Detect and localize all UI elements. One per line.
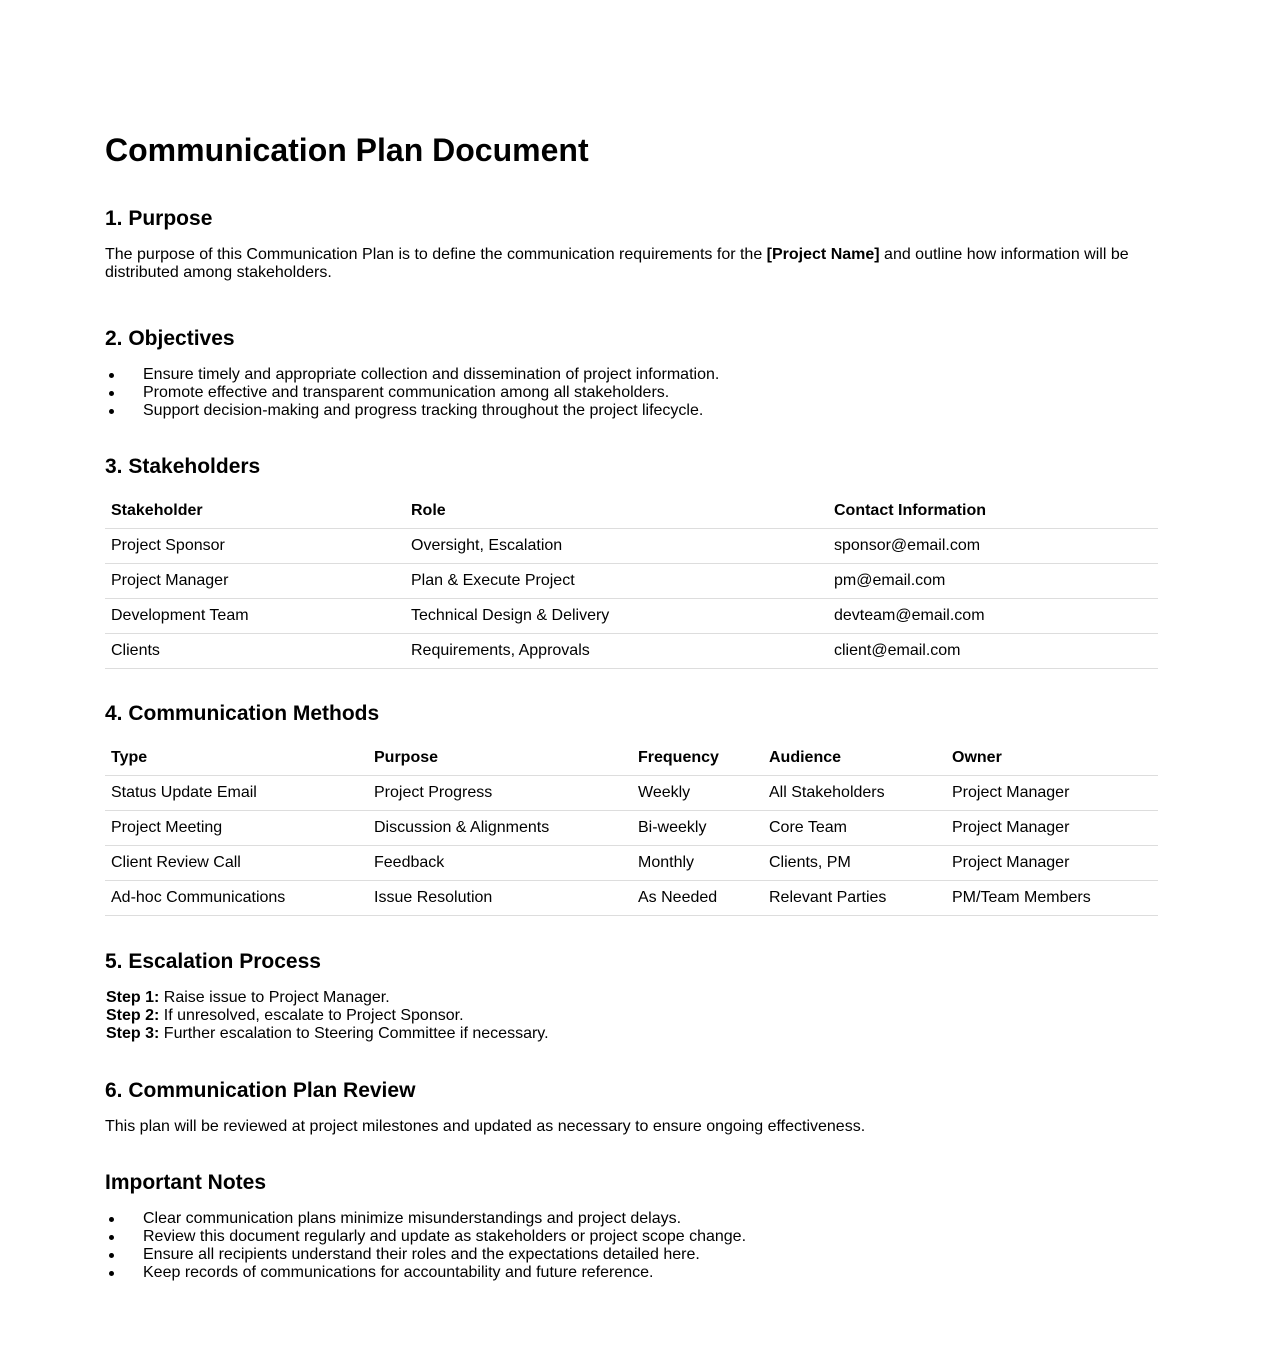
column-header: Owner — [946, 741, 1158, 776]
list-item: Clear communication plans minimize misunderstandings and project delays. — [143, 1210, 1158, 1228]
column-header: Purpose — [368, 741, 632, 776]
column-header: Type — [105, 741, 368, 776]
table-row — [105, 881, 1158, 916]
table-cell: Feedback — [368, 846, 632, 881]
step-label: Step 3: — [106, 1025, 160, 1042]
escalation-step — [105, 989, 1158, 1007]
notes-section — [105, 1170, 1158, 1282]
table-cell: Project Manager — [946, 776, 1158, 811]
project-name: [Project Name] — [766, 246, 880, 263]
table-cell: Ad-hoc Communications — [105, 881, 368, 916]
table-cell: Project Manager — [946, 811, 1158, 846]
table-cell: PM/Team Members — [946, 881, 1158, 916]
step-text: Further escalation to Steering Committee if necessary. — [159, 1025, 549, 1042]
table-cell: Project Manager — [105, 564, 405, 599]
objectives-heading: 2. Objectives — [105, 327, 235, 350]
stakeholders-heading: 3. Stakeholders — [105, 455, 261, 478]
list-item: Promote effective and transparent communication among all stakeholders. — [143, 384, 1158, 402]
purpose-text-before: The purpose of this Communication Plan is to define the communication requirements for the — [105, 246, 767, 263]
table-cell: Requirements, Approvals — [405, 634, 828, 669]
purpose-text-after: and outline how information will be distributed among stakeholders. — [105, 246, 1129, 281]
table-row — [105, 599, 1158, 634]
table-cell: Clients — [105, 634, 405, 669]
column-header: Audience — [763, 741, 946, 776]
purpose-heading: 1. Purpose — [105, 207, 213, 230]
escalation-heading: 5. Escalation Process — [105, 950, 321, 973]
escalation-steps — [105, 989, 1158, 1043]
table-cell: Client Review Call — [105, 846, 368, 881]
table-cell: Plan & Execute Project — [405, 564, 828, 599]
table-cell: Oversight, Escalation — [405, 529, 828, 564]
table-row — [105, 811, 1158, 846]
table-cell: devteam@email.com — [828, 599, 1158, 634]
list-item: Ensure timely and appropriate collection and dissemination of project information. — [143, 366, 1158, 384]
stakeholders-section — [105, 454, 1158, 669]
table-row — [105, 529, 1158, 564]
step-text: Raise issue to Project Manager. — [159, 989, 390, 1006]
table-cell: Issue Resolution — [368, 881, 632, 916]
table-cell: Monthly — [632, 846, 763, 881]
table-cell: Project Manager — [946, 846, 1158, 881]
column-header: Stakeholder — [105, 494, 405, 529]
table-row — [105, 564, 1158, 599]
table-cell: Discussion & Alignments — [368, 811, 632, 846]
table-cell: As Needed — [632, 881, 763, 916]
table-cell: client@email.com — [828, 634, 1158, 669]
table-cell: All Stakeholders — [763, 776, 946, 811]
column-header: Contact Information — [828, 494, 1158, 529]
purpose-section — [105, 206, 1158, 282]
table-cell: pm@email.com — [828, 564, 1158, 599]
purpose-text — [105, 246, 1158, 282]
escalation-step — [105, 1025, 1158, 1043]
table-cell: sponsor@email.com — [828, 529, 1158, 564]
table-cell: Project Sponsor — [105, 529, 405, 564]
step-text: If unresolved, escalate to Project Sponsor. — [159, 1007, 464, 1024]
list-item: Keep records of communications for accountability and future reference. — [143, 1264, 1158, 1282]
methods-table — [105, 741, 1158, 916]
table-cell: Status Update Email — [105, 776, 368, 811]
notes-heading: Important Notes — [105, 1171, 267, 1194]
stakeholders-table — [105, 494, 1158, 669]
table-cell: Project Progress — [368, 776, 632, 811]
table-cell: Technical Design & Delivery — [405, 599, 828, 634]
column-header: Role — [405, 494, 828, 529]
table-cell: Clients, PM — [763, 846, 946, 881]
document-title: Communication Plan Document — [105, 132, 589, 168]
notes-list — [105, 1210, 1158, 1282]
escalation-step — [105, 1007, 1158, 1025]
column-header: Frequency — [632, 741, 763, 776]
table-cell: Project Meeting — [105, 811, 368, 846]
review-section — [105, 1078, 1158, 1136]
table-header-row — [105, 494, 1158, 529]
step-label: Step 2: — [106, 1007, 160, 1024]
list-item: Support decision-making and progress tracking throughout the project lifecycle. — [143, 402, 1158, 420]
review-heading: 6. Communication Plan Review — [105, 1079, 416, 1102]
table-cell: Weekly — [632, 776, 763, 811]
table-cell: Development Team — [105, 599, 405, 634]
table-row — [105, 846, 1158, 881]
table-header-row — [105, 741, 1158, 776]
table-cell: Bi-weekly — [632, 811, 763, 846]
methods-section — [105, 701, 1158, 916]
review-text: This plan will be reviewed at project milestones and updated as necessary to ensure ongoing effectiveness. — [105, 1118, 866, 1135]
objectives-list — [105, 366, 1158, 420]
list-item: Ensure all recipients understand their roles and the expectations detailed here. — [143, 1246, 1158, 1264]
list-item: Review this document regularly and update as stakeholders or project scope change. — [143, 1228, 1158, 1246]
escalation-section — [105, 949, 1158, 1043]
table-row — [105, 776, 1158, 811]
step-label: Step 1: — [106, 989, 160, 1006]
table-row — [105, 634, 1158, 669]
table-cell: Relevant Parties — [763, 881, 946, 916]
objectives-section — [105, 326, 1158, 420]
methods-heading: 4. Communication Methods — [105, 702, 380, 725]
table-cell: Core Team — [763, 811, 946, 846]
